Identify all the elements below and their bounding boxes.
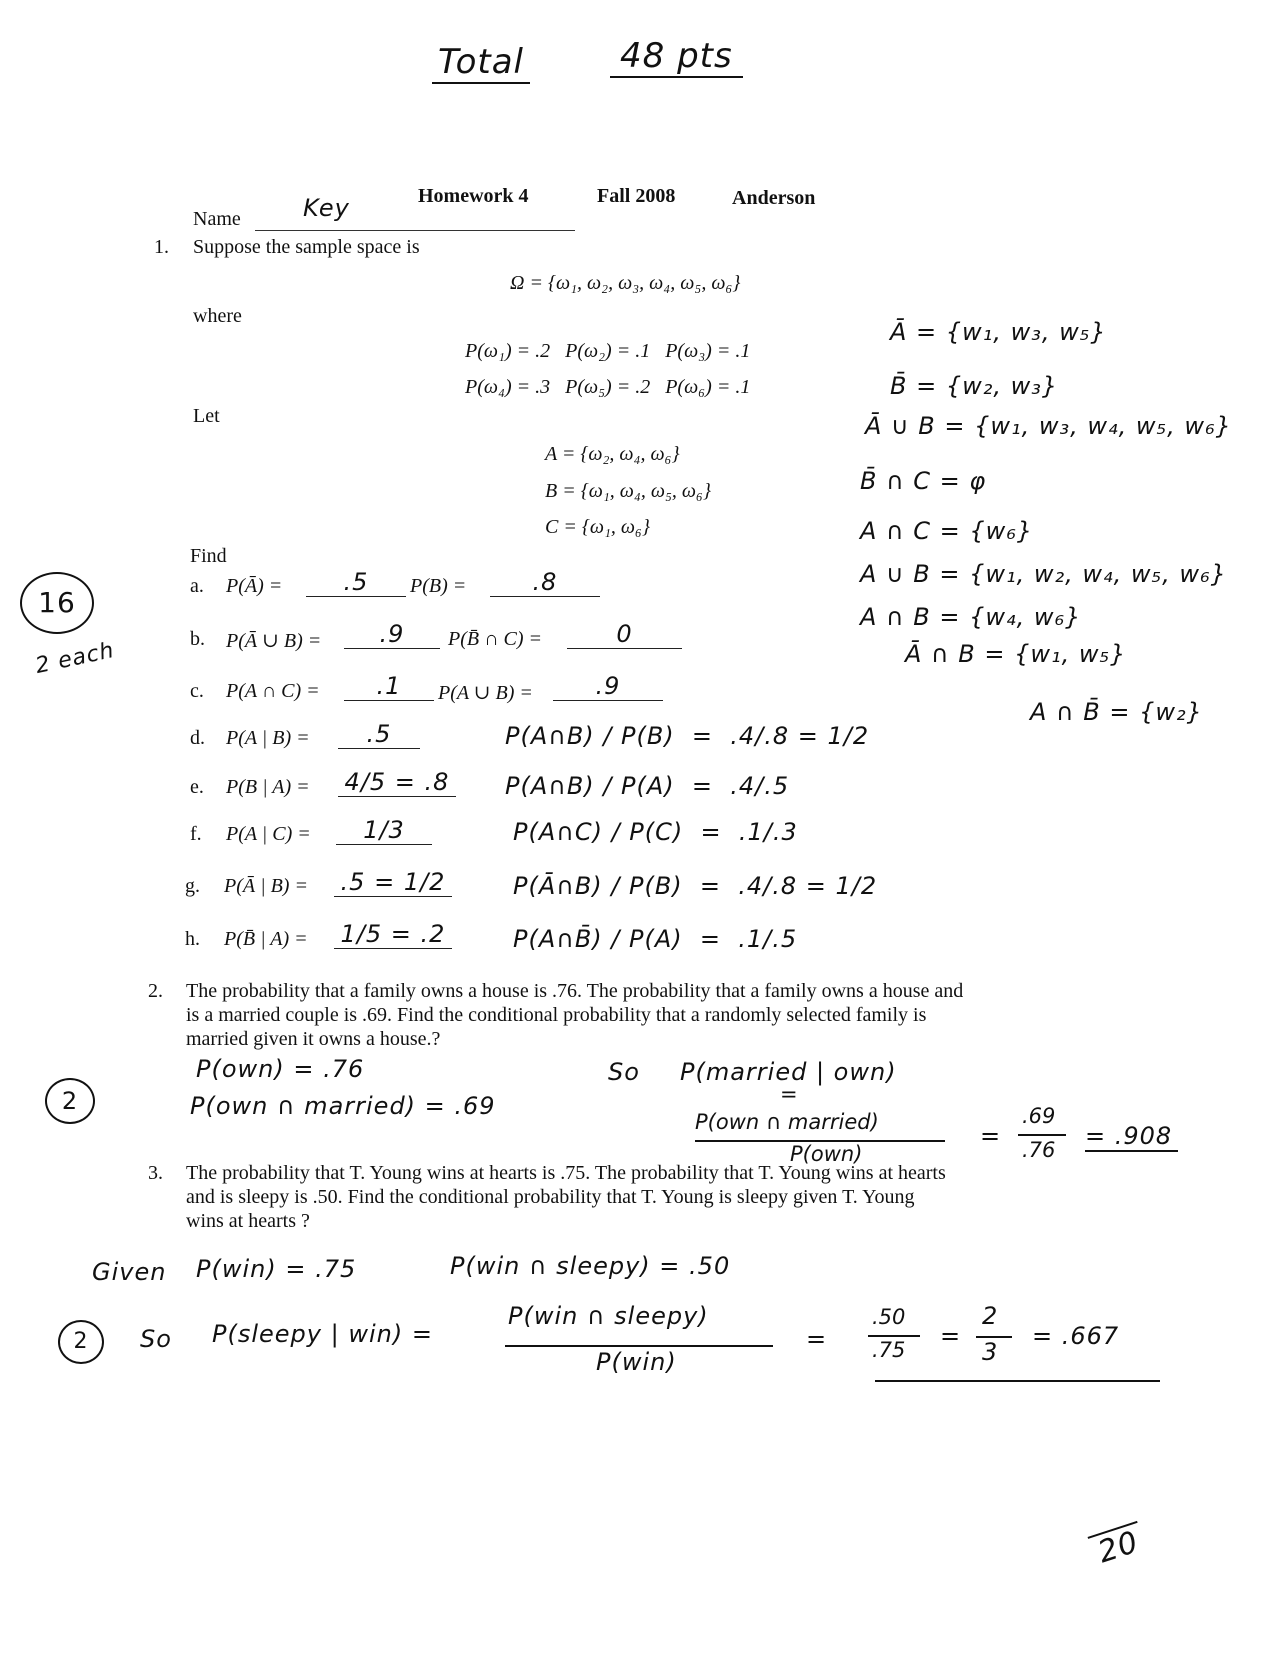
side-work-a-int-b: A ∩ B = {w₄, w₆} <box>860 603 1082 631</box>
total-label: Total <box>432 42 530 84</box>
q3-frac-num: 2 <box>982 1302 999 1330</box>
part-c-q1: P(A ∩ C) = <box>226 680 320 702</box>
part-h-label: h. <box>185 928 200 950</box>
q1-where: where <box>193 305 242 327</box>
q1-probs-row1: P(ω₁) = .2 P(ω₂) = .1 P(ω₃) = .1 <box>465 340 751 362</box>
part-h-work: P(A∩B̄) / P(A) = .1/.5 <box>513 925 798 953</box>
part-f-label: f. <box>190 823 202 845</box>
side-work-abar-union-b: Ā ∪ B = {w₁, w₃, w₄, w₅, w₆} <box>865 412 1232 440</box>
part-d-work: P(A∩B) / P(B) = .4/.8 = 1/2 <box>505 722 870 750</box>
q3-eq1: = <box>806 1325 828 1353</box>
q1-find: Find <box>190 545 227 567</box>
q3-cond: P(sleepy | win) = <box>212 1320 433 1348</box>
part-h-a: 1/5 = .2 <box>334 920 452 949</box>
part-c-a1: .1 <box>344 672 434 701</box>
q3-result-underline <box>875 1380 1160 1382</box>
header-title: Homework 4 <box>418 185 529 207</box>
q3-num-val: .50 <box>872 1305 906 1329</box>
side-work-a-union-b: A ∪ B = {w₁, w₂, w₄, w₅, w₆} <box>860 560 1227 588</box>
q3-frac-line <box>505 1345 773 1347</box>
side-work-abar-int-b: Ā ∩ B = {w₁, w₅} <box>905 640 1127 668</box>
q3-work2: P(win ∩ sleepy) = .50 <box>450 1252 731 1280</box>
q2-val-frac-line <box>1018 1134 1066 1136</box>
side-work-b-bar: B̄ = {w₂, w₃} <box>890 372 1059 400</box>
q3-den: P(win) <box>596 1348 677 1376</box>
side-work-a-bar: Ā = {w₁, w₃, w₅} <box>890 318 1107 346</box>
part-g-a: .5 = 1/2 <box>334 868 452 897</box>
q3-num: P(win ∩ sleepy) <box>508 1302 709 1330</box>
part-g-q: P(Ā | B) = <box>224 875 308 897</box>
q1-let: Let <box>193 405 220 427</box>
side-work-a-int-bbar: A ∩ B̄ = {w₂} <box>1030 698 1203 726</box>
q2-den: P(own) <box>790 1142 863 1166</box>
q3-line3: wins at hearts ? <box>186 1210 310 1232</box>
part-e-q: P(B | A) = <box>226 776 310 798</box>
q1-number: 1. <box>154 236 169 258</box>
q2-num-val: .69 <box>1022 1104 1056 1128</box>
part-f-work: P(A∩C) / P(C) = .1/.3 <box>513 818 798 846</box>
part-d-label: d. <box>190 727 205 749</box>
q3-line2: and is sleepy is .50. Find the conditional probability that T. Young is sleepy given T. Young <box>186 1186 915 1208</box>
part-e-label: e. <box>190 776 204 798</box>
part-d-q: P(A | B) = <box>226 727 310 749</box>
q1-score-note: 2 each <box>33 637 117 680</box>
q3-den-val: .75 <box>872 1338 906 1362</box>
q1-set-b: B = {ω₁, ω₄, ω₅, ω₆} <box>545 480 712 502</box>
side-work-a-int-c: A ∩ C = {w₆} <box>860 517 1034 545</box>
name-value: Key <box>303 194 350 222</box>
q3-frac-den: 3 <box>982 1338 999 1366</box>
q2-line1: The probability that a family owns a house is .76. The probability that a family owns a house and <box>186 980 964 1002</box>
q2-number: 2. <box>148 980 163 1002</box>
q2-line2: is a married couple is .69. Find the conditional probability that a randomly selected family is <box>186 1004 927 1026</box>
q3-val-frac-line <box>868 1335 920 1337</box>
q2-result: = .908 <box>1085 1122 1178 1152</box>
part-c-label: c. <box>190 680 204 702</box>
q1-probs-row2: P(ω₄) = .3 P(ω₅) = .2 P(ω₆) = .1 <box>465 376 751 398</box>
part-b-label: b. <box>190 628 205 650</box>
part-a-q2: P(B) = <box>410 575 467 597</box>
q3-line1: The probability that T. Young wins at hearts is .75. The probability that T. Young wins at hearts <box>186 1162 946 1184</box>
part-e-work: P(A∩B) / P(A) = .4/.5 <box>505 772 790 800</box>
q3-work1: P(win) = .75 <box>196 1255 357 1283</box>
q2-line3: married given it owns a house.? <box>186 1028 441 1050</box>
part-a-q1: P(Ā) = <box>226 575 283 597</box>
q3-score-circle: 2 <box>58 1320 104 1364</box>
q2-work1: P(own) = .76 <box>196 1055 365 1083</box>
q3-number: 3. <box>148 1162 163 1184</box>
part-b-q2: P(B̄ ∩ C) = <box>448 628 543 650</box>
q1-set-c: C = {ω₁, ω₆} <box>545 516 650 538</box>
q2-den-val: .76 <box>1022 1138 1056 1162</box>
page-score: 20 <box>1088 1521 1149 1572</box>
q1-set-a: A = {ω₂, ω₄, ω₆} <box>545 443 680 465</box>
q3-eq2: = <box>940 1322 962 1350</box>
q2-score-circle: 2 <box>45 1078 95 1124</box>
part-f-a: 1/3 <box>336 816 432 845</box>
part-b-q1: P(Ā ∪ B) = <box>226 630 322 652</box>
part-c-q2: P(A ∪ B) = <box>438 682 533 704</box>
part-b-a1: .9 <box>344 620 440 649</box>
header-term: Fall 2008 <box>597 185 676 207</box>
q2-eq: = <box>980 1122 1002 1150</box>
q2-num: P(own ∩ married) <box>695 1110 879 1134</box>
part-c-a2: .9 <box>553 672 663 701</box>
part-g-work: P(Ā∩B) / P(B) = .4/.8 = 1/2 <box>513 872 878 900</box>
part-a-label: a. <box>190 575 204 597</box>
part-h-q: P(B̄ | A) = <box>224 928 308 950</box>
header-instructor: Anderson <box>732 187 816 209</box>
q1-omega: Ω = {ω₁, ω₂, ω₃, ω₄, ω₅, ω₆} <box>510 272 741 294</box>
part-a-a1: .5 <box>306 568 406 597</box>
q2-work2: P(own ∩ married) = .69 <box>190 1092 496 1120</box>
part-b-a2: 0 <box>567 620 682 649</box>
part-d-a: .5 <box>338 720 420 749</box>
q2-so: So <box>608 1058 640 1086</box>
name-label: Name <box>193 208 241 230</box>
q3-so: So <box>140 1325 172 1353</box>
q2-eq-mark: = <box>780 1082 798 1106</box>
part-f-q: P(A | C) = <box>226 823 311 845</box>
total-value: 48 pts <box>610 36 743 78</box>
q1-score-circle: 16 <box>20 572 94 634</box>
side-work-bbar-int-c: B̄ ∩ C = φ <box>860 467 987 495</box>
q3-result: = .667 <box>1032 1322 1120 1350</box>
part-e-a: 4/5 = .8 <box>338 768 456 797</box>
part-a-a2: .8 <box>490 568 600 597</box>
q2-cond: P(married | own) <box>680 1058 897 1086</box>
q1-intro: Suppose the sample space is <box>193 236 420 258</box>
part-g-label: g. <box>185 875 200 897</box>
q3-given: Given <box>92 1258 167 1286</box>
